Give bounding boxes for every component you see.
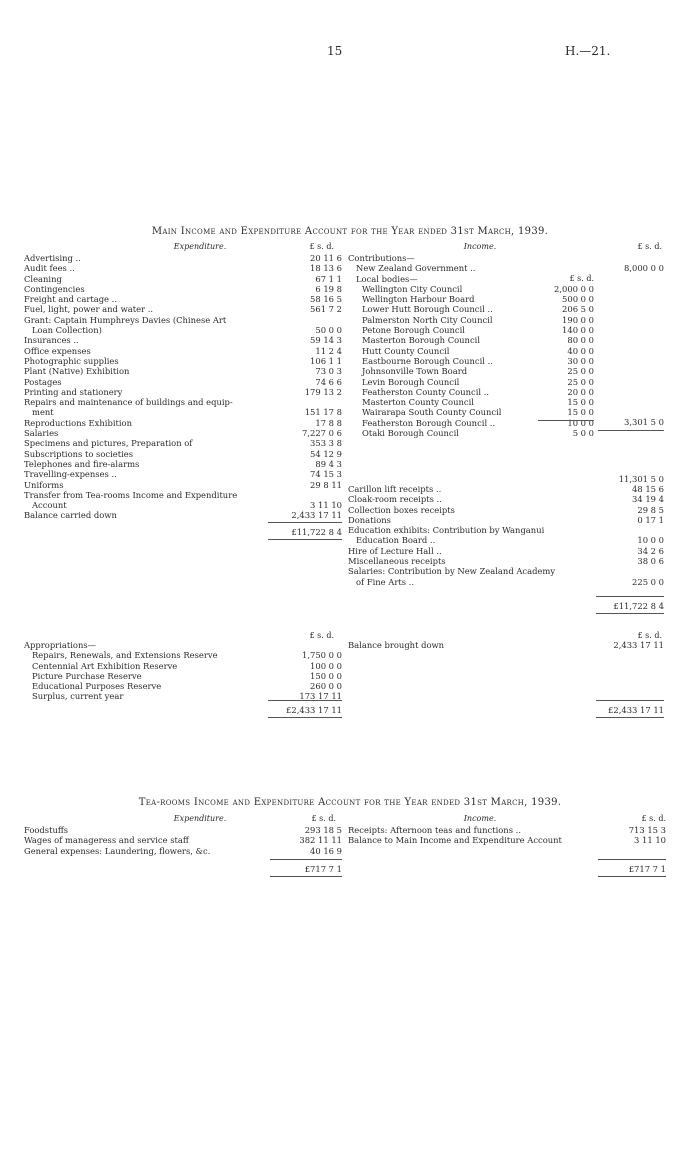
expenditure-row-amount: 353 3 8	[310, 438, 342, 449]
expenditure-row-label: Reproductions Exhibition	[24, 417, 132, 428]
local-body-row-label: Eastbourne Borough Council ..	[362, 355, 493, 366]
income-row-label: Donations	[348, 514, 391, 525]
local-bodies-heading: Local bodies— £ s. d.	[356, 273, 594, 284]
local-body-row	[348, 315, 668, 325]
expenditure-row-amount: 89 4 3	[315, 458, 342, 469]
expenditure-row	[24, 263, 344, 273]
expenditure-row-label: Transfer from Tea-rooms Income and Expenditure	[24, 489, 238, 500]
local-body-row-label: Wairarapa South County Council	[362, 407, 502, 418]
local-body-row-amount: 30 0 0	[567, 355, 594, 366]
main-expenditure-total: £11,722 8 4	[291, 527, 342, 537]
tea-income-row-label: Balance to Main Income and Expenditure Account	[348, 835, 562, 846]
expenditure-row	[24, 510, 344, 520]
approp-lsd-heading: £ s. d.	[309, 631, 334, 640]
expenditure-row-label: Balance carried down	[24, 510, 117, 521]
expenditure-row-amount: 7,227 0 6	[302, 428, 342, 439]
expenditure-row-amount: 54 12 9	[310, 448, 342, 459]
local-body-row	[348, 294, 668, 304]
expenditure-row	[24, 449, 344, 459]
expenditure-row-label: Office expenses	[24, 345, 91, 356]
expenditure-row-amount: 18 13 6	[310, 263, 342, 274]
tea-expenditure-row-label: Foodstuffs	[24, 825, 69, 835]
expenditure-row-label: Telephones and fire-alarms	[24, 458, 140, 469]
local-body-row-amount: 15 0 0	[567, 407, 594, 418]
tea-expenditure-row-label: Wages of manageress and service staff	[24, 835, 189, 846]
local-body-row	[348, 356, 668, 366]
tea-income-row	[348, 825, 668, 835]
expenditure-row	[24, 438, 344, 448]
contributions-rule	[598, 430, 664, 431]
local-body-row-label: Lower Hutt Borough Council ..	[362, 304, 493, 315]
local-body-row	[348, 366, 668, 376]
expenditure-row-amount: 74 15 3	[310, 469, 342, 480]
main-inc-total-underline	[596, 613, 664, 614]
main-income-heading: Income.	[463, 242, 497, 251]
expenditure-row-label: Travelling-expenses ..	[24, 469, 117, 480]
local-body-row-amount: 2,000 0 0	[554, 283, 594, 294]
main-exp-lsd-heading: £ s. d.	[309, 242, 334, 251]
local-body-row-amount: 5 0 0	[572, 428, 594, 439]
local-body-row-label: Wellington City Council	[362, 283, 463, 294]
tea-expenditure-row-amount: 40 16 9	[310, 845, 342, 856]
tea-expenditure-heading: Expenditure.	[173, 814, 227, 823]
income-row	[348, 515, 668, 525]
appropriation-row-label: Centennial Art Exhibition Reserve	[32, 660, 178, 671]
local-body-row-label: Masterton Borough Council	[362, 335, 480, 346]
expenditure-row-label: Grant: Captain Humphreys Davies (Chinese Art	[24, 314, 227, 325]
local-body-row-label: Otaki Borough Council	[362, 428, 459, 439]
expenditure-row-amount: 73 0 3	[315, 366, 342, 377]
income-row-label: Hire of Lecture Hall ..	[348, 545, 442, 556]
local-body-row-amount: 80 0 0	[567, 335, 594, 346]
local-body-row-amount: 190 0 0	[562, 314, 594, 325]
expenditure-row	[24, 253, 344, 263]
expenditure-row-label: Photographic supplies	[24, 355, 119, 366]
income-row-label: Cloak-room receipts ..	[348, 494, 442, 505]
expenditure-row-label: Uniforms	[24, 479, 64, 490]
expenditure-row	[24, 480, 344, 490]
expenditure-row	[24, 356, 344, 366]
income-row-amount: 34 19 4	[632, 494, 664, 505]
local-bodies-list	[348, 284, 668, 438]
local-body-row-amount: 206 5 0	[562, 304, 594, 315]
local-bodies-rule	[538, 420, 594, 421]
tea-inc-lsd-heading: £ s. d.	[641, 814, 666, 823]
tea-inc-total-underline	[598, 876, 666, 877]
balance-total: £2,433 17 11	[608, 705, 664, 715]
appropriations-total: £2,433 17 11	[286, 705, 342, 715]
tea-expenditure-list	[24, 825, 344, 856]
main-expenditure-list	[24, 253, 344, 521]
appropriation-row-amount: 100 0 0	[310, 660, 342, 671]
expenditure-row	[24, 407, 344, 417]
income-row	[348, 505, 668, 515]
expenditure-row-label: Postages	[24, 376, 62, 387]
expenditure-row-label: Cleaning	[24, 273, 62, 284]
appropriation-row-label: Surplus, current year	[32, 691, 124, 702]
expenditure-row-label: Printing and stationery	[24, 386, 123, 397]
contributions-heading: Contributions—	[348, 253, 415, 263]
expenditure-row-amount: 67 1 1	[315, 273, 342, 284]
appropriation-row-amount: 173 17 11	[299, 691, 342, 702]
balance-total-rule	[596, 700, 664, 701]
local-body-row-label: Wellington Harbour Board	[362, 294, 475, 305]
expenditure-row	[24, 346, 344, 356]
appropriation-row-label: Picture Purchase Reserve	[32, 670, 142, 681]
appropriation-row-amount: 1,750 0 0	[302, 650, 342, 661]
tea-exp-lsd-heading: £ s. d.	[311, 814, 336, 823]
income-row	[348, 577, 668, 587]
local-body-row-amount: 10 0 0	[567, 417, 594, 428]
expenditure-row	[24, 397, 344, 407]
expenditure-row-amount: 3 11 10	[310, 500, 342, 511]
expenditure-row-amount: 17 8 8	[315, 417, 342, 428]
tea-expenditure-total: £717 7 1	[304, 864, 342, 874]
main-account-title: Main Income and Expenditure Account for the Year ended 31st March, 1939.	[151, 226, 549, 237]
income-row	[348, 535, 668, 545]
expenditure-row-amount: 106 1 1	[310, 355, 342, 366]
appropriation-row	[24, 681, 344, 691]
tea-expenditure-row-amount: 293 18 5	[304, 825, 342, 835]
appropriations-heading: Appropriations—	[24, 640, 97, 650]
nz-government-row: New Zealand Government .. 8,000 0 0	[356, 263, 664, 274]
page-number: 15	[327, 44, 343, 58]
income-row-amount: 10 0 0	[637, 535, 664, 546]
local-body-row	[348, 284, 668, 294]
income-row-label: Miscellaneous receipts	[348, 556, 446, 567]
tea-income-row	[348, 835, 668, 845]
main-income-list	[348, 253, 668, 438]
page-reference: H.—21.	[565, 44, 611, 58]
appropriation-row-amount: 260 0 0	[310, 681, 342, 692]
expenditure-row	[24, 325, 344, 335]
expenditure-row-label: Fuel, light, power and water ..	[24, 304, 154, 315]
expenditure-row-amount: 151 17 8	[304, 407, 342, 418]
tea-income-list	[348, 825, 668, 846]
tea-expenditure-row	[24, 835, 344, 845]
income-row-label: of Fine Arts ..	[356, 576, 415, 587]
expenditure-row	[24, 500, 344, 510]
local-body-row-amount: 20 0 0	[567, 386, 594, 397]
expenditure-row-amount: 58 16 5	[310, 294, 342, 305]
balance-brought-down-row: Balance brought down 2,433 17 11	[348, 640, 664, 650]
expenditure-row	[24, 294, 344, 304]
appropriation-row	[24, 661, 344, 671]
expenditure-row-label: Freight and cartage ..	[24, 294, 117, 305]
income-row-amount: 0 17 1	[637, 514, 664, 525]
local-body-row-label: Featherston Borough Council ..	[362, 417, 496, 428]
local-bodies-total: 3,301 5 0	[624, 417, 664, 427]
expenditure-row-amount: 2,433 17 11	[291, 510, 342, 521]
appropriation-row-label: Repairs, Renewals, and Extensions Reserve	[32, 650, 218, 661]
expenditure-row-amount: 59 14 3	[310, 335, 342, 346]
income-row	[348, 494, 668, 504]
expenditure-row-amount: 561 7 2	[310, 304, 342, 315]
income-row	[348, 546, 668, 556]
expenditure-row-label: Account	[32, 500, 67, 511]
expenditure-row	[24, 274, 344, 284]
balance-total-underline	[596, 717, 664, 718]
expenditure-row	[24, 469, 344, 479]
expenditure-row-label: Specimens and pictures, Preparation of	[24, 438, 193, 449]
income-row-amount: 38 0 6	[637, 556, 664, 567]
local-body-row-label: Petone Borough Council	[362, 325, 465, 336]
income-row	[348, 525, 668, 535]
expenditure-row-label: Loan Collection)	[32, 325, 102, 336]
tea-income-row-label: Receipts: Afternoon teas and functions ..	[348, 825, 521, 835]
income-row	[348, 556, 668, 566]
expenditure-row	[24, 366, 344, 376]
expenditure-row	[24, 387, 344, 397]
local-body-row	[348, 325, 668, 335]
local-body-row-amount: 25 0 0	[567, 376, 594, 387]
main-inc-total-rule	[596, 596, 664, 597]
local-body-row-label: Hutt County Council	[362, 345, 450, 356]
tea-expenditure-row-label: General expenses: Laundering, flowers, &c.	[24, 845, 211, 856]
tea-expenditure-row	[24, 825, 344, 835]
income-row-amount: 225 0 0	[632, 576, 664, 587]
expenditure-row-label: Repairs and maintenance of buildings and equip-	[24, 397, 233, 408]
local-body-row-label: Levin Borough Council	[362, 376, 460, 387]
expenditure-row-label: Salaries	[24, 428, 59, 439]
main-inc-lsd-heading: £ s. d.	[637, 242, 662, 251]
appropriation-row	[24, 650, 344, 660]
local-body-row-label: Masterton County Council	[362, 397, 474, 408]
expenditure-row-amount: 11 2 4	[315, 345, 342, 356]
tea-income-row-amount: 713 15 3	[628, 825, 666, 835]
local-body-row-label: Johnsonville Town Board	[362, 366, 468, 377]
contributions-total: 11,301 5 0	[618, 474, 664, 484]
tea-exp-total-rule	[270, 859, 342, 860]
local-body-row	[348, 304, 668, 314]
tea-expenditure-row-amount: 382 11 11	[299, 835, 342, 846]
local-body-row-amount: 40 0 0	[567, 345, 594, 356]
expenditure-row-label: Plant (Native) Exhibition	[24, 366, 130, 377]
local-body-row	[348, 387, 668, 397]
income-row	[348, 484, 668, 494]
income-row-amount: 34 2 6	[637, 545, 664, 556]
tea-exp-total-underline	[270, 876, 342, 877]
local-body-row-label: Featherston County Council ..	[362, 386, 490, 397]
expenditure-row-amount: 74 6 6	[315, 376, 342, 387]
local-body-row-amount: 25 0 0	[567, 366, 594, 377]
appropriations-list	[24, 640, 344, 702]
income-row-label: Education exhibits: Contribution by Wanganui	[348, 525, 545, 536]
tea-income-heading: Income.	[463, 814, 497, 823]
expenditure-row-label: Insurances ..	[24, 335, 79, 346]
local-body-row-amount: 15 0 0	[567, 397, 594, 408]
income-row-label: Collection boxes receipts	[348, 504, 455, 515]
main-exp-total-underline	[268, 539, 342, 540]
expenditure-row	[24, 418, 344, 428]
expenditure-row	[24, 315, 344, 325]
local-body-row	[348, 397, 668, 407]
local-body-row-amount: 140 0 0	[562, 325, 594, 336]
expenditure-row-label: Audit fees ..	[24, 263, 75, 274]
tea-income-row-amount: 3 11 10	[634, 835, 666, 846]
local-body-row	[348, 377, 668, 387]
main-exp-total-rule	[268, 522, 342, 523]
appropriation-row	[24, 671, 344, 681]
income-row-label: Salaries: Contribution by New Zealand Academy	[348, 566, 556, 577]
expenditure-row-label: ment	[32, 407, 54, 418]
expenditure-row	[24, 284, 344, 294]
expenditure-row	[24, 459, 344, 469]
expenditure-row-amount: 6 19 8	[315, 283, 342, 294]
appropriation-row-amount: 150 0 0	[310, 670, 342, 681]
local-body-row	[348, 346, 668, 356]
income-row	[348, 566, 668, 576]
tea-account-title: Tea-rooms Income and Expenditure Account for the Year ended 31st March, 1939.	[138, 797, 562, 808]
balance-lsd-heading: £ s. d.	[637, 631, 662, 640]
expenditure-row	[24, 377, 344, 387]
expenditure-row-amount: 20 11 6	[310, 253, 342, 263]
local-body-row	[348, 335, 668, 345]
tea-inc-total-rule	[598, 859, 666, 860]
tea-income-total: £717 7 1	[628, 864, 666, 874]
expenditure-row-label: Subscriptions to societies	[24, 448, 133, 459]
expenditure-row-label: Advertising ..	[24, 253, 81, 263]
tea-expenditure-row	[24, 846, 344, 856]
approp-total-rule	[268, 700, 342, 701]
approp-total-underline	[268, 717, 342, 718]
expenditure-row-amount: 50 0 0	[315, 325, 342, 336]
appropriation-row-label: Educational Purposes Reserve	[32, 681, 162, 692]
income-row-label: Carillon lift receipts ..	[348, 484, 442, 494]
expenditure-row	[24, 304, 344, 314]
income-row-amount: 48 15 6	[632, 484, 664, 494]
local-body-row-amount: 500 0 0	[562, 294, 594, 305]
main-expenditure-heading: Expenditure.	[173, 242, 227, 251]
main-income-total: £11,722 8 4	[613, 601, 664, 611]
expenditure-row-amount: 179 13 2	[304, 386, 342, 397]
expenditure-row-amount: 29 8 11	[310, 479, 342, 490]
expenditure-row	[24, 490, 344, 500]
main-income-other-list	[348, 484, 668, 587]
income-row-amount: 29 8 5	[637, 504, 664, 515]
income-row-label: Education Board ..	[356, 535, 436, 546]
expenditure-row	[24, 428, 344, 438]
expenditure-row-label: Contingencies	[24, 283, 85, 294]
local-body-row-label: Palmerston North City Council	[362, 314, 493, 325]
expenditure-row	[24, 335, 344, 345]
